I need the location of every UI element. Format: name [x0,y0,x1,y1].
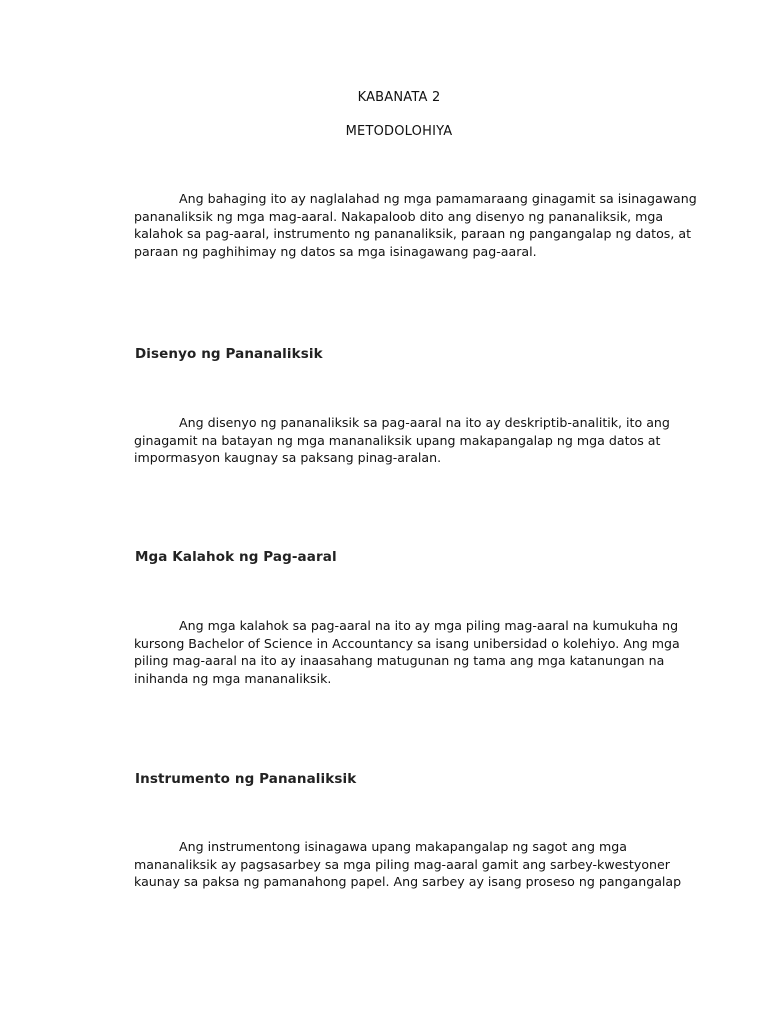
paragraph-line: impormasyon kaugnay sa paksang pinag-aralan. [134,450,442,465]
paragraph-line: Ang bahaging ito ay naglalahad ng mga pamamaraang ginagamit sa isinagawang [179,191,697,206]
paragraph-line: kursong Bachelor of Science in Accountancy sa isang unibersidad o kolehiyo. Ang mga [134,635,680,651]
paragraph-line: Ang disenyo ng pananaliksik sa pag-aaral na ito ay deskriptib-analitik, ito ang [179,415,670,430]
section-paragraph-kalahok [134,617,680,687]
section-paragraph-disenyo [134,414,670,467]
section-paragraph-instrumento [134,838,682,891]
section-heading-disenyo: Disenyo ng Pananaliksik [135,346,323,362]
paragraph-line: kalahok sa pag-aaral, instrumento ng pananaliksik, paraan ng pangangalap ng datos, at [134,226,692,241]
intro-paragraph [134,190,697,260]
paragraph-line: piling mag-aaral na ito ay inaasahang matugunan ng tama ang mga katanungan na [134,653,665,668]
chapter-title: METODOLOHIYA [345,124,453,139]
paragraph-line: kaunay sa paksa ng pamanahong papel. Ang sarbey ay isang proseso ng pangangalap [134,874,682,889]
paragraph-line: pananaliksik ng mga mag-aaral. Nakapaloob dito ang disenyo ng pananaliksik, mga [134,208,664,224]
chapter-number: KABANATA 2 [357,90,441,105]
paragraph-line: Ang mga kalahok sa pag-aaral na ito ay mga piling mag-aaral na kumukuha ng [179,618,679,633]
paragraph-line: paraan ng paghihimay ng datos sa mga isinagawang pag-aaral. [134,243,537,259]
section-heading-kalahok: Mga Kalahok ng Pag-aaral [135,549,337,565]
paragraph-line: mananaliksik ay pagsasarbey sa mga piling mag-aaral gamit ang sarbey-kwestyoner [134,856,670,872]
paragraph-line: Ang instrumentong isinagawa upang makapangalap ng sagot ang mga [179,839,627,854]
paragraph-line: ginagamit na batayan ng mga mananaliksik upang makapangalap ng mga datos at [134,432,661,448]
section-heading-instrumento: Instrumento ng Pananaliksik [135,771,357,787]
paragraph-line: inihanda ng mga mananaliksik. [134,670,332,686]
